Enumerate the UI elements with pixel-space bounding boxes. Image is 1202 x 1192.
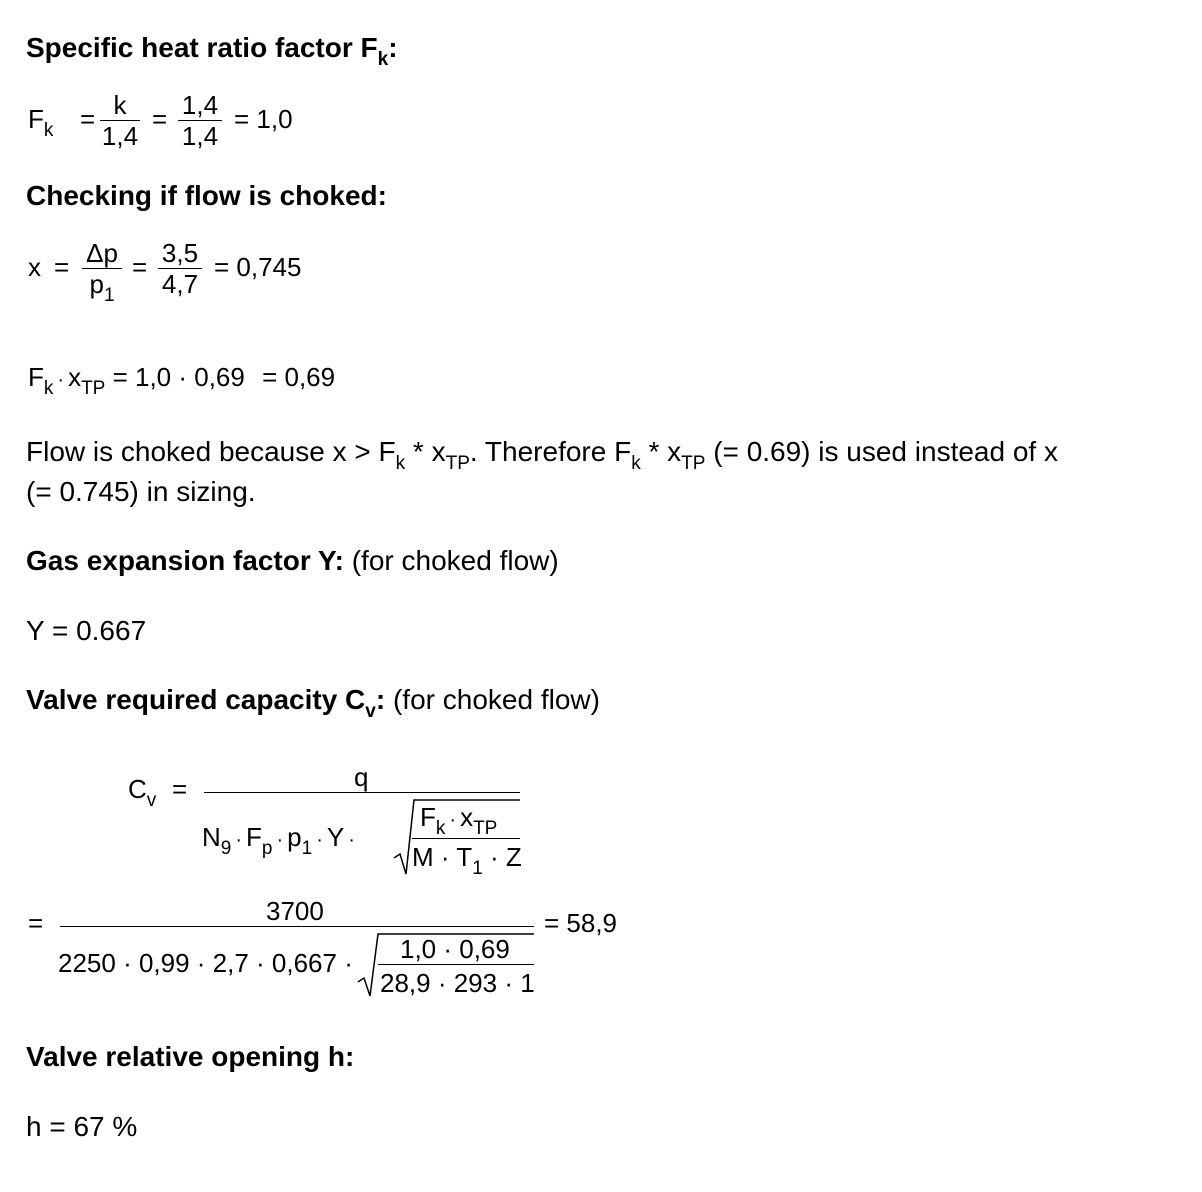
h-value: h = 67 % — [26, 1111, 138, 1142]
cv-calc-eq: = — [28, 908, 44, 938]
y-value: Y = 0.667 — [26, 615, 147, 646]
heading-y: Gas expansion factor Y: (for choked flow) — [26, 545, 559, 576]
cv-calc-numerator: 3700 — [266, 896, 324, 926]
cv-calc-denominator: 2250 · 0,99 · 2,7 · 0,667 · — [58, 948, 353, 978]
fk-eq-1: = — [80, 104, 96, 134]
cv-result: = 58,9 — [544, 908, 618, 938]
cv-calc-root-denominator: 28,9 · 293 · 1 — [380, 968, 535, 998]
cv-calc-root-bar — [378, 964, 534, 965]
cv-calc-bar — [60, 926, 534, 927]
cv-formula-bar — [204, 792, 520, 793]
x-eq-2: = — [132, 252, 148, 282]
heading-choked: Checking if flow is choked: — [26, 180, 387, 211]
cv-lhs: $C_v$ — [128, 774, 157, 811]
fk-fraction-2: 1,4 1,4 — [178, 90, 222, 151]
cv-formula-numerator: q — [354, 762, 369, 792]
cv-root-denominator: $M \cdot T_1 \cdot Z$ — [412, 842, 522, 879]
cv-eq: = — [172, 774, 188, 804]
cv-formula-denominator: $N_9 \cdot F_p \cdot p_1 \cdot Y$ · — [202, 822, 355, 859]
fk-lhs: $F_k$ — [28, 104, 54, 141]
fk-fraction-1: k 1,4 — [101, 90, 139, 151]
x-result: = 0,745 — [214, 252, 302, 282]
fk-result: = 1,0 — [234, 104, 293, 134]
cv-root-numerator: $F_k \cdot x_{TP}$ — [420, 802, 498, 839]
x-fraction-1: Δp $p_1$ — [82, 238, 122, 303]
x-lhs: x — [28, 252, 41, 282]
x-eq-1: = — [54, 252, 70, 282]
fk-eq-2: = — [152, 104, 168, 134]
heading-h: Valve relative opening h: — [26, 1041, 355, 1072]
heading-cv: Valve required capacity $C_v$: (for choked flow) — [26, 684, 600, 722]
choked-paragraph-line1: Flow is choked because $x > F_k * x_{TP}$. Therefore $F_k * x_{TP}$ (= 0.69) is used instead of x — [26, 436, 1058, 474]
choked-paragraph-line2: (= 0.745) in sizing. — [26, 476, 256, 507]
cv-calc-root-numerator: 1,0 · 0,69 — [400, 934, 510, 964]
x-fraction-2: 3,5 4,7 — [158, 238, 202, 299]
cv-root-bar — [412, 838, 520, 839]
heading-fk: Specific heat ratio factor $F_k$: — [26, 32, 398, 70]
fk-xtp-product: $F_k \cdot x_{TP} = 1,0 \cdot 0,69 = 0,69$ — [28, 362, 336, 399]
